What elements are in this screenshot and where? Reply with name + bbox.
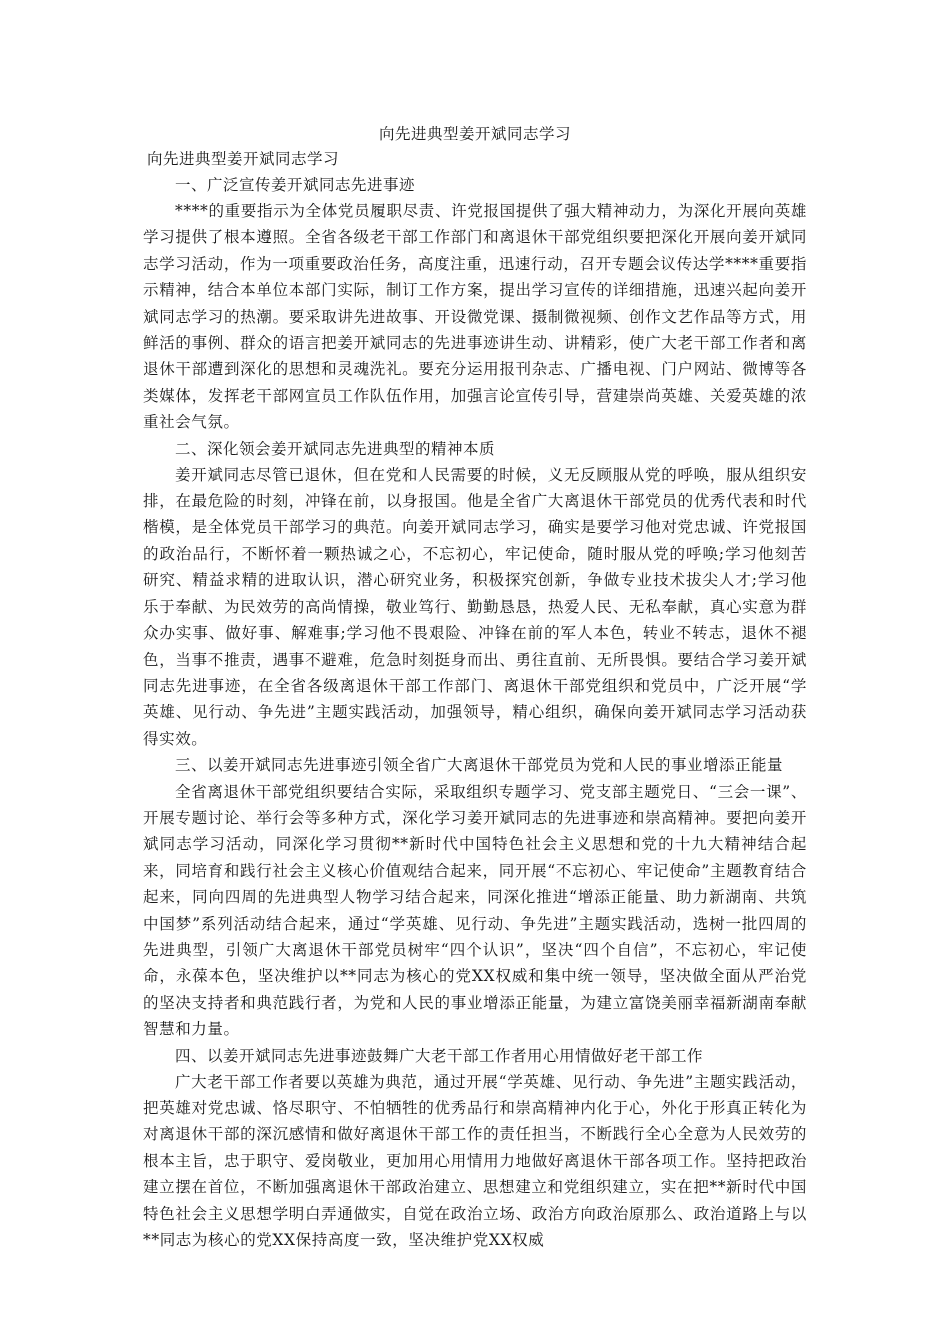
section-heading: 二、深化领会姜开斌同志先进典型的精神本质 (175, 439, 496, 458)
section-paragraph: 姜开斌同志尽管已退休，但在党和人民需要的时候，义无反顾服从党的呼唤，服从组织安排，在最危险的时刻，冲锋在前，以身报国。他是全省广大离退休干部党员的优秀代表和时代楷模，是全体党员干部学习的典范。向姜开斌同志学习，确实是要学习他对党忠诚、许党报国的政治品行，不断怀着一颗热诚之心，不忘初心，牢记使命，随时服从党的呼唤;学习他刻苦研究、精益求精的进取认识，潜心研究业务，积极探究创新，争做专业技术拔尖人才;学习他乐于奉献、为民效劳的高尚情操，敬业笃行、勤勤恳恳，热爱人民、无私奉献，真心实意为群众办实事、做好事、解难事;学习他不畏艰险、冲锋在前的军人本色，转业不转志，退休不褪色，当事不推责，遇事不避难，危急时刻挺身而出、勇往直前、无所畏惧。要结合学习姜开斌同志先进事迹，在全省各级离退休干部工作部门、离退休干部党组织和党员中，广泛开展“学英雄、见行动、争先进”主题实践活动，加强领导，精心组织，确保向姜开斌同志学习活动获得实效。 (143, 465, 807, 748)
section-paragraph: 广大老干部工作者要以英雄为典范，通过开展“学英雄、见行动、争先进”主题实践活动，把英雄对党忠诚、恪尽职守、不怕牺牲的优秀品行和崇高精神内化于心，外化于形真正转化为对离退休干部的深沉感情和做好离退休干部工作的责任担当，不断践行全心全意为人民效劳的根本主旨，忠于职守、爱岗敬业，更加用心用情用力地做好离退休干部各项工作。坚持把政治建立摆在首位，不断加强离退休干部政治建立、思想建立和党组织建立，实在把**新时代中国特色社会主义思想学明白弄通做实，自觉在政治立场、政治方向政治原那么、政治道路上与以**同志为核心的党XX保持高度一致，坚决维护党XX权威 (143, 1072, 807, 1250)
section-heading: 三、以姜开斌同志先进事迹引领全省广大离退休干部党员为党和人民的事业增添正能量 (175, 756, 784, 775)
document-subtitle: 向先进典型姜开斌同志学习 (147, 150, 340, 168)
section-heading: 一、广泛宣传姜开斌同志先进事迹 (175, 176, 416, 194)
document-title: 向先进典型姜开斌同志学习 (378, 125, 571, 143)
section-paragraph: ****的重要指示为全体党员履职尽责、许党报国提供了强大精神动力，为深化开展向英雄学习提供了根本遵照。全省各级老干部工作部门和离退休干部党组织要把深化开展向姜开斌同志学习活动，作为一项重要政治任务，高度注重，迅速行动，召开专题会议传达学****重要指示精神，结合本单位本部门实际，制订工作方案，提出学习宣传的详细措施，迅速兴起向姜开斌同志学习的热潮。要采取讲先进故事、开设微党课、摄制微视频、创作文艺作品等方式，用鲜活的事例、群众的语言把姜开斌同志的先进事迹讲生动、讲精彩，使广大老干部工作者和离退休干部遭到深化的思想和灵魂洗礼。要充分运用报刊杂志、广播电视、门户网站、微博等各类媒体，发挥老干部网宣员工作队伍作用，加强言论宣传引导，营建崇尚英雄、关爱英雄的浓重社会气氛。 (143, 202, 807, 432)
section-heading: 四、以姜开斌同志先进事迹鼓舞广大老干部工作者用心用情做好老干部工作 (175, 1046, 704, 1065)
section-paragraph: 全省离退休干部党组织要结合实际，采取组织专题学习、党支部主题党日、“三会一课”、开展专题讨论、举行会等多种方式，深化学习姜开斌同志的先进事迹和崇高精神。要把向姜开斌同志学习活动，同深化学习贯彻**新时代中国特色社会主义思想和党的十九大精神结合起来，同培育和践行社会主义核心价值观结合起来，同开展“不忘初心、牢记使命”主题教育结合起来，同向四周的先进典型人物学习结合起来，同深化推进“增添正能量、助力新湖南、共筑中国梦”系列活动结合起来，通过“学英雄、见行动、争先进”主题实践活动，选树一批四周的先进典型，引领广大离退休干部党员树牢“四个认识”，坚决“四个自信”，不忘初心，牢记使命，永葆本色，坚决维护以**同志为核心的党XX权威和集中统一领导，坚决做全面从严治党的坚决支持者和典范践行者，为党和人民的事业增添正能量，为建立富饶美丽幸福新湖南奉献智慧和力量。 (143, 782, 807, 1039)
document-page (143, 122, 807, 1253)
